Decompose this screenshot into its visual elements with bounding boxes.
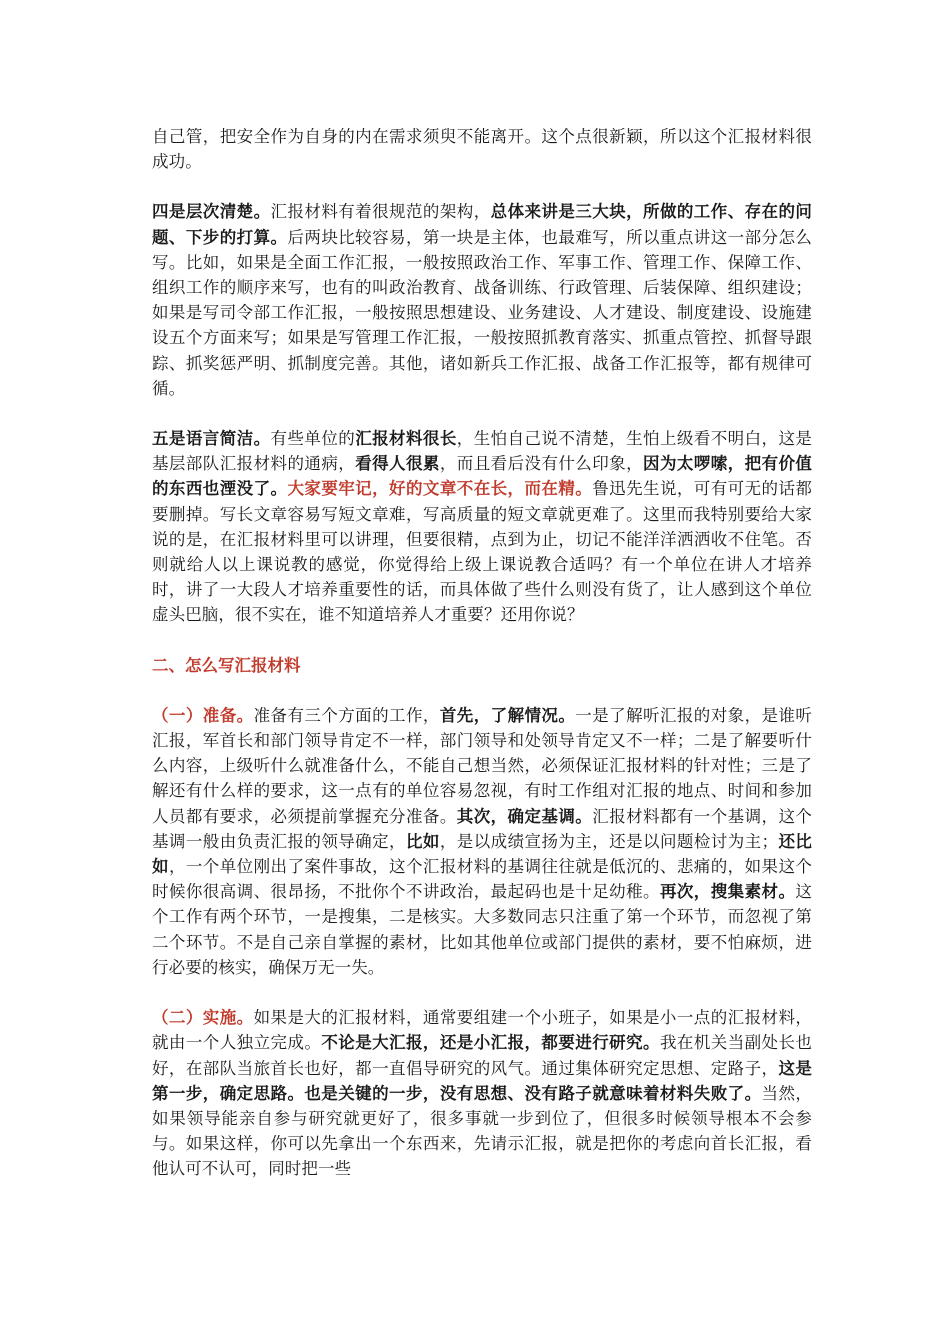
text-run: 这个工作有两个环节，一是搜集，二是核实。大多数同志只注重了第一个环节，而忽视了第二个环节。不是自己亲自掌握的素材，比如其他单位或部门提供的素材，要不怕麻烦，进行必要的核实，确保万无一失。 <box>152 882 812 977</box>
bold-run: 比如 <box>405 831 440 851</box>
paragraph-preparation <box>152 703 812 980</box>
bold-run: 汇报材料很长 <box>355 429 457 449</box>
bold-run: 五是语言简洁。 <box>152 429 271 449</box>
text-run: 准备有三个方面的工作， <box>253 705 440 725</box>
bold-run: 再次，搜集素材。 <box>659 882 796 902</box>
text-run: ，一个单位刚出了案件事故，这个汇报材料的基调往往就是低沉的、悲痛的，如果这个时候你很高调、很昂扬，不批你个不讲政治，最起码也是十足幼稚。 <box>152 857 812 902</box>
text-run: 汇报材料有着很规范的架构， <box>270 202 491 222</box>
text-run: 如果是大的汇报材料，通常要组建一个小班子，如果是小一点的汇报材料，就由一个人独立完成。 <box>152 1008 812 1053</box>
text-run: 后两块比较容易，第一块是主体，也最难写，所以重点讲这一部分怎么写。比如，如果是全面工作汇报，一般按照政治工作、军事工作、管理工作、保障工作、组织工作的顺序来写，也有的叫政治教育、战备训练、行政管理、后装保障、组织建设；如果是写司令部工作汇报，一般按照思想建设、业务建设、人才建设、制度建设、设施建设五个方面来写；如果是写管理工作汇报，一般按照抓教育落实、抓重点管控、抓督导跟踪、抓奖惩严明、抓制度完善。其他，诸如新兵工作汇报、战备工作汇报等，都有规律可循。 <box>152 227 812 398</box>
red-emphasis-run: （一）准备。 <box>152 705 254 725</box>
text-run: 我在机关当副处长也好，在部队当旅首长也好，都一直倡导研究的风气。通过集体研究定思想、定路子， <box>152 1033 813 1078</box>
bold-run: 还比如 <box>152 831 813 877</box>
text-run: ，生怕自己说不清楚，生怕上级看不明白，这是基层部队汇报材料的通病， <box>152 429 813 474</box>
paragraph-implementation <box>152 1005 812 1181</box>
bold-run: 看得人很累 <box>355 454 440 474</box>
bold-run: 因为太啰嗦，把有价值的东西也湮没了。 <box>152 454 813 499</box>
text-run: 自己管，把安全作为自身的内在需求须臾不能离开。这个点很新颖，所以这个汇报材料很成功。 <box>152 127 812 172</box>
red-emphasis-run: （二）实施。 <box>152 1008 254 1028</box>
paragraph-safety-conclusion <box>152 124 812 174</box>
text-run: 当然，如果领导能亲自参与研究就更好了，很多事就一步到位了，但很多时候领导根本不会参与。如果这样，你可以先拿出一个东西来，先请示汇报，就是把你的考虑向首长汇报，看他认可不认可，同时把一些 <box>152 1083 812 1179</box>
paragraph-concise-language <box>152 426 812 628</box>
bold-run: 这是第一步，确定思路。也是关键的一步，没有思想、没有路子就意味着材料失败了。 <box>152 1058 813 1103</box>
bold-run: 其次，确定基调。 <box>456 806 593 826</box>
text-run: 鲁迅先生说，可有可无的话都要删掉。写长文章容易写短文章难，写高质量的短文章就更难了。这里而我特别要给大家说的是，在汇报材料里可以讲理，但要很精，点到为止，切记不能洋洋洒洒收不住笔。否则就给人以上课说教的感觉，你觉得给上级上课说教合适吗？有一个单位在讲人才培养时，讲了一大段人才培养重要性的话，而具体做了些什么则没有货了，让人感到这个单位虚头巴脑，很不实在，谁不知道培养人才重要？还用你说？ <box>152 479 812 625</box>
text-run: ，是以成绩宣扬为主，还是以问题检讨为主； <box>439 831 779 851</box>
red-emphasis-run: 大家要牢记，好的文章不在长，而在精。 <box>287 479 593 499</box>
section-heading: 二、怎么写汇报材料 <box>152 655 301 675</box>
bold-run: 不论是大汇报，还是小汇报，都要进行研究。 <box>321 1033 660 1053</box>
bold-run: 四是层次清楚。 <box>152 202 271 222</box>
text-run: 有些单位的 <box>270 429 356 449</box>
bold-run: 首先，了解情况。 <box>439 705 576 725</box>
bold-run: 总体来讲是三大块，所做的工作、存在的问题、下步的打算。 <box>152 202 812 247</box>
paragraph-clear-structure <box>152 199 812 401</box>
text-run: ，而且看后没有什么印象， <box>439 454 644 474</box>
document-page <box>152 124 812 1207</box>
text-run: 汇报材料都有一个基调，这个基调一般由负责汇报的领导确定， <box>152 806 812 851</box>
text-run: 一是了解听汇报的对象，是谁听汇报，军首长和部门领导肯定不一样，部门领导和处领导肯定又不一样；二是了解要听什么内容，上级听什么就准备什么，不能自己想当然，必须保证汇报材料的针对性；三是了解还有什么样的要求，这一点有的单位容易忽视，有时工作组对汇报的地点、时间和参加人员都有要求，必须提前掌握充分准备。 <box>152 705 812 826</box>
